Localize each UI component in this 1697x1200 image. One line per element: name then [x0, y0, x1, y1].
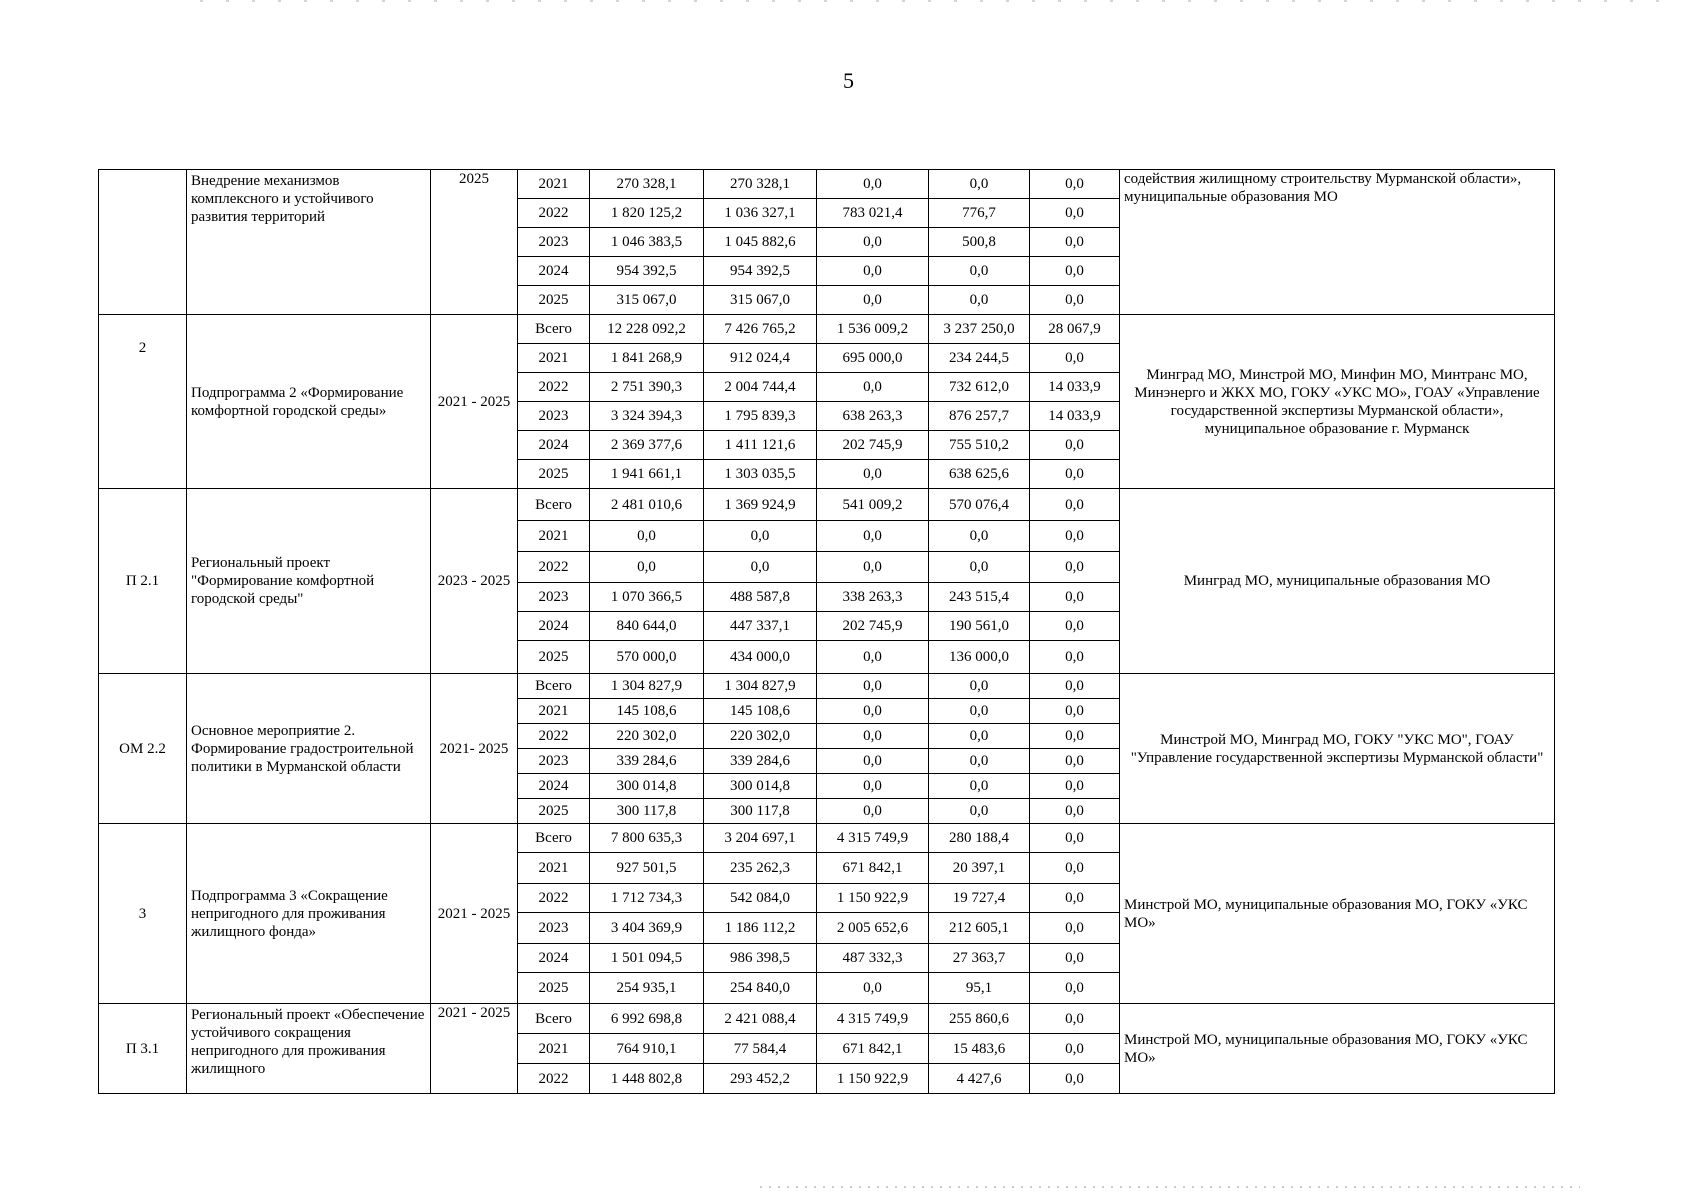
federal-budget-cell: 671 842,1 — [817, 1034, 929, 1064]
federal-budget-cell: 783 021,4 — [817, 199, 929, 228]
total-cell: 1 820 125,2 — [590, 199, 704, 228]
local-budget-cell: 876 257,7 — [929, 402, 1030, 431]
year-cell: 2021 — [518, 344, 590, 373]
item-number: П 3.1 — [99, 1004, 187, 1094]
year-cell: Всего — [518, 315, 590, 344]
regional-budget-cell: 986 398,5 — [704, 944, 817, 973]
regional-budget-cell: 77 584,4 — [704, 1034, 817, 1064]
federal-budget-cell: 0,0 — [817, 170, 929, 199]
total-cell: 1 046 383,5 — [590, 228, 704, 257]
item-period: 2021- 2025 — [431, 674, 518, 824]
year-cell: 2022 — [518, 373, 590, 402]
regional-budget-cell: 235 262,3 — [704, 853, 817, 884]
year-cell: Всего — [518, 674, 590, 699]
year-cell: 2023 — [518, 402, 590, 431]
extra-budget-cell: 14 033,9 — [1030, 373, 1120, 402]
table-row — [99, 1004, 1555, 1034]
item-executor: Минград МО, муниципальные образования МО — [1120, 489, 1555, 674]
year-cell: 2022 — [518, 724, 590, 749]
regional-budget-cell: 434 000,0 — [704, 641, 817, 674]
extra-budget-cell: 0,0 — [1030, 431, 1120, 460]
local-budget-cell: 27 363,7 — [929, 944, 1030, 973]
extra-budget-cell: 0,0 — [1030, 641, 1120, 674]
total-cell: 1 448 802,8 — [590, 1064, 704, 1094]
extra-budget-cell: 0,0 — [1030, 699, 1120, 724]
total-cell: 145 108,6 — [590, 699, 704, 724]
local-budget-cell: 776,7 — [929, 199, 1030, 228]
total-cell: 1 712 734,3 — [590, 884, 704, 913]
extra-budget-cell: 0,0 — [1030, 460, 1120, 489]
total-cell: 6 992 698,8 — [590, 1004, 704, 1034]
item-period: 2021 - 2025 — [431, 315, 518, 489]
year-cell: 2024 — [518, 431, 590, 460]
extra-budget-cell: 0,0 — [1030, 612, 1120, 641]
total-cell: 7 800 635,3 — [590, 824, 704, 853]
local-budget-cell: 3 237 250,0 — [929, 315, 1030, 344]
regional-budget-cell: 7 426 765,2 — [704, 315, 817, 344]
federal-budget-cell: 202 745,9 — [817, 431, 929, 460]
local-budget-cell: 0,0 — [929, 286, 1030, 315]
local-budget-cell: 0,0 — [929, 774, 1030, 799]
total-cell: 764 910,1 — [590, 1034, 704, 1064]
total-cell: 840 644,0 — [590, 612, 704, 641]
total-cell: 12 228 092,2 — [590, 315, 704, 344]
financing-table — [98, 169, 1555, 1094]
total-cell: 1 501 094,5 — [590, 944, 704, 973]
year-cell: 2024 — [518, 944, 590, 973]
year-cell: 2021 — [518, 853, 590, 884]
item-period: 2021 - 2025 — [431, 824, 518, 1004]
local-budget-cell: 234 244,5 — [929, 344, 1030, 373]
year-cell: 2024 — [518, 257, 590, 286]
year-cell: 2021 — [518, 699, 590, 724]
total-cell: 270 328,1 — [590, 170, 704, 199]
extra-budget-cell: 0,0 — [1030, 884, 1120, 913]
federal-budget-cell: 2 005 652,6 — [817, 913, 929, 944]
federal-budget-cell: 4 315 749,9 — [817, 824, 929, 853]
item-period: 2025 — [431, 170, 518, 315]
extra-budget-cell: 0,0 — [1030, 228, 1120, 257]
federal-budget-cell: 0,0 — [817, 552, 929, 583]
total-cell: 2 481 010,6 — [590, 489, 704, 521]
extra-budget-cell: 0,0 — [1030, 724, 1120, 749]
year-cell: 2023 — [518, 913, 590, 944]
item-executor: содействия жилищному строительству Мурманской области», муниципальные образования МО — [1120, 170, 1555, 315]
regional-budget-cell: 1 411 121,6 — [704, 431, 817, 460]
total-cell: 300 117,8 — [590, 799, 704, 824]
regional-budget-cell: 2 421 088,4 — [704, 1004, 817, 1034]
year-cell: 2023 — [518, 228, 590, 257]
extra-budget-cell: 0,0 — [1030, 799, 1120, 824]
extra-budget-cell: 0,0 — [1030, 774, 1120, 799]
federal-budget-cell: 0,0 — [817, 799, 929, 824]
year-cell: 2024 — [518, 612, 590, 641]
extra-budget-cell: 0,0 — [1030, 1004, 1120, 1034]
local-budget-cell: 95,1 — [929, 973, 1030, 1004]
scan-noise-top — [200, 0, 1667, 2]
local-budget-cell: 732 612,0 — [929, 373, 1030, 402]
year-cell: 2025 — [518, 460, 590, 489]
extra-budget-cell: 0,0 — [1030, 257, 1120, 286]
local-budget-cell: 0,0 — [929, 749, 1030, 774]
local-budget-cell: 0,0 — [929, 552, 1030, 583]
extra-budget-cell: 0,0 — [1030, 824, 1120, 853]
item-number: П 2.1 — [99, 489, 187, 674]
regional-budget-cell: 300 014,8 — [704, 774, 817, 799]
extra-budget-cell: 0,0 — [1030, 286, 1120, 315]
regional-budget-cell: 254 840,0 — [704, 973, 817, 1004]
item-period: 2023 - 2025 — [431, 489, 518, 674]
local-budget-cell: 0,0 — [929, 674, 1030, 699]
year-cell: 2025 — [518, 286, 590, 315]
item-name: Внедрение механизмов комплексного и устойчивого развития территорий — [187, 170, 431, 315]
regional-budget-cell: 954 392,5 — [704, 257, 817, 286]
local-budget-cell: 255 860,6 — [929, 1004, 1030, 1034]
local-budget-cell: 755 510,2 — [929, 431, 1030, 460]
year-cell: 2021 — [518, 1034, 590, 1064]
local-budget-cell: 190 561,0 — [929, 612, 1030, 641]
extra-budget-cell: 0,0 — [1030, 552, 1120, 583]
federal-budget-cell: 0,0 — [817, 460, 929, 489]
federal-budget-cell: 1 536 009,2 — [817, 315, 929, 344]
total-cell: 300 014,8 — [590, 774, 704, 799]
item-number: ОМ 2.2 — [99, 674, 187, 824]
local-budget-cell: 15 483,6 — [929, 1034, 1030, 1064]
extra-budget-cell: 0,0 — [1030, 944, 1120, 973]
local-budget-cell: 136 000,0 — [929, 641, 1030, 674]
item-executor: Минстрой МО, муниципальные образования МО, ГОКУ «УКС МО» — [1120, 824, 1555, 1004]
regional-budget-cell: 339 284,6 — [704, 749, 817, 774]
extra-budget-cell: 0,0 — [1030, 853, 1120, 884]
local-budget-cell: 0,0 — [929, 699, 1030, 724]
regional-budget-cell: 293 452,2 — [704, 1064, 817, 1094]
item-number: 3 — [99, 824, 187, 1004]
year-cell: 2025 — [518, 799, 590, 824]
item-number: 2 — [99, 315, 187, 489]
extra-budget-cell: 28 067,9 — [1030, 315, 1120, 344]
regional-budget-cell: 912 024,4 — [704, 344, 817, 373]
regional-budget-cell: 1 045 882,6 — [704, 228, 817, 257]
total-cell: 3 324 394,3 — [590, 402, 704, 431]
regional-budget-cell: 3 204 697,1 — [704, 824, 817, 853]
local-budget-cell: 500,8 — [929, 228, 1030, 257]
federal-budget-cell: 4 315 749,9 — [817, 1004, 929, 1034]
federal-budget-cell: 202 745,9 — [817, 612, 929, 641]
extra-budget-cell: 0,0 — [1030, 1064, 1120, 1094]
extra-budget-cell: 14 033,9 — [1030, 402, 1120, 431]
year-cell: 2025 — [518, 641, 590, 674]
federal-budget-cell: 0,0 — [817, 286, 929, 315]
federal-budget-cell: 695 000,0 — [817, 344, 929, 373]
local-budget-cell: 243 515,4 — [929, 583, 1030, 612]
federal-budget-cell: 0,0 — [817, 521, 929, 552]
extra-budget-cell: 0,0 — [1030, 199, 1120, 228]
local-budget-cell: 20 397,1 — [929, 853, 1030, 884]
local-budget-cell: 0,0 — [929, 170, 1030, 199]
total-cell: 0,0 — [590, 552, 704, 583]
regional-budget-cell: 1 304 827,9 — [704, 674, 817, 699]
federal-budget-cell: 0,0 — [817, 973, 929, 1004]
total-cell: 2 751 390,3 — [590, 373, 704, 402]
item-executor: Минград МО, Минстрой МО, Минфин МО, Минтранс МО, Минэнерго и ЖКХ МО, ГОКУ «УКС МО», ГОАУ «Управление государственной экспертизы Мурманской области», муниципальное образование г. Мурманск — [1120, 315, 1555, 489]
table-row — [99, 170, 1555, 199]
total-cell: 0,0 — [590, 521, 704, 552]
local-budget-cell: 212 605,1 — [929, 913, 1030, 944]
year-cell: 2023 — [518, 583, 590, 612]
year-cell: 2022 — [518, 884, 590, 913]
item-name: Региональный проект "Формирование комфортной городской среды" — [187, 489, 431, 674]
local-budget-cell: 4 427,6 — [929, 1064, 1030, 1094]
federal-budget-cell: 0,0 — [817, 699, 929, 724]
extra-budget-cell: 0,0 — [1030, 973, 1120, 1004]
item-executor: Минстрой МО, муниципальные образования МО, ГОКУ «УКС МО» — [1120, 1004, 1555, 1094]
total-cell: 927 501,5 — [590, 853, 704, 884]
regional-budget-cell: 0,0 — [704, 521, 817, 552]
year-cell: 2023 — [518, 749, 590, 774]
federal-budget-cell: 487 332,3 — [817, 944, 929, 973]
regional-budget-cell: 315 067,0 — [704, 286, 817, 315]
regional-budget-cell: 300 117,8 — [704, 799, 817, 824]
total-cell: 315 067,0 — [590, 286, 704, 315]
total-cell: 1 070 366,5 — [590, 583, 704, 612]
federal-budget-cell: 0,0 — [817, 724, 929, 749]
federal-budget-cell: 0,0 — [817, 257, 929, 286]
regional-budget-cell: 2 004 744,4 — [704, 373, 817, 402]
year-cell: 2022 — [518, 552, 590, 583]
federal-budget-cell: 0,0 — [817, 774, 929, 799]
federal-budget-cell: 338 263,3 — [817, 583, 929, 612]
item-name: Подпрограмма 2 «Формирование комфортной городской среды» — [187, 315, 431, 489]
scan-noise-bottom — [760, 1186, 1580, 1188]
federal-budget-cell: 0,0 — [817, 674, 929, 699]
extra-budget-cell: 0,0 — [1030, 1034, 1120, 1064]
federal-budget-cell: 0,0 — [817, 228, 929, 257]
total-cell: 3 404 369,9 — [590, 913, 704, 944]
total-cell: 339 284,6 — [590, 749, 704, 774]
total-cell: 220 302,0 — [590, 724, 704, 749]
total-cell: 254 935,1 — [590, 973, 704, 1004]
year-cell: 2021 — [518, 521, 590, 552]
extra-budget-cell: 0,0 — [1030, 674, 1120, 699]
regional-budget-cell: 145 108,6 — [704, 699, 817, 724]
local-budget-cell: 19 727,4 — [929, 884, 1030, 913]
item-name: Региональный проект «Обеспечение устойчивого сокращения непригодного для проживания жилищного — [187, 1004, 431, 1094]
local-budget-cell: 280 188,4 — [929, 824, 1030, 853]
federal-budget-cell: 1 150 922,9 — [817, 1064, 929, 1094]
table-row — [99, 315, 1555, 344]
regional-budget-cell: 542 084,0 — [704, 884, 817, 913]
regional-budget-cell: 1 186 112,2 — [704, 913, 817, 944]
extra-budget-cell: 0,0 — [1030, 913, 1120, 944]
local-budget-cell: 0,0 — [929, 724, 1030, 749]
total-cell: 1 941 661,1 — [590, 460, 704, 489]
total-cell: 1 841 268,9 — [590, 344, 704, 373]
item-name: Подпрограмма 3 «Сокращение непригодного для проживания жилищного фонда» — [187, 824, 431, 1004]
extra-budget-cell: 0,0 — [1030, 521, 1120, 552]
year-cell: Всего — [518, 489, 590, 521]
regional-budget-cell: 447 337,1 — [704, 612, 817, 641]
total-cell: 1 304 827,9 — [590, 674, 704, 699]
local-budget-cell: 0,0 — [929, 799, 1030, 824]
item-period: 2021 - 2025 — [431, 1004, 518, 1094]
table-row — [99, 489, 1555, 521]
year-cell: 2025 — [518, 973, 590, 1004]
item-executor: Минстрой МО, Минград МО, ГОКУ "УКС МО", ГОАУ "Управление государственной экспертизы Мурманской области" — [1120, 674, 1555, 824]
year-cell: 2022 — [518, 1064, 590, 1094]
table-row — [99, 824, 1555, 853]
regional-budget-cell: 270 328,1 — [704, 170, 817, 199]
federal-budget-cell: 638 263,3 — [817, 402, 929, 431]
regional-budget-cell: 1 303 035,5 — [704, 460, 817, 489]
extra-budget-cell: 0,0 — [1030, 170, 1120, 199]
regional-budget-cell: 1 795 839,3 — [704, 402, 817, 431]
regional-budget-cell: 1 036 327,1 — [704, 199, 817, 228]
federal-budget-cell: 1 150 922,9 — [817, 884, 929, 913]
local-budget-cell: 570 076,4 — [929, 489, 1030, 521]
item-number — [99, 170, 187, 315]
item-name: Основное мероприятие 2. Формирование градостроительной политики в Мурманской области — [187, 674, 431, 824]
federal-budget-cell: 541 009,2 — [817, 489, 929, 521]
federal-budget-cell: 0,0 — [817, 641, 929, 674]
extra-budget-cell: 0,0 — [1030, 583, 1120, 612]
year-cell: 2021 — [518, 170, 590, 199]
year-cell: 2022 — [518, 199, 590, 228]
federal-budget-cell: 671 842,1 — [817, 853, 929, 884]
federal-budget-cell: 0,0 — [817, 749, 929, 774]
total-cell: 2 369 377,6 — [590, 431, 704, 460]
table-row — [99, 674, 1555, 699]
year-cell: 2024 — [518, 774, 590, 799]
page-number: 5 — [843, 68, 854, 93]
local-budget-cell: 638 625,6 — [929, 460, 1030, 489]
total-cell: 954 392,5 — [590, 257, 704, 286]
regional-budget-cell: 220 302,0 — [704, 724, 817, 749]
regional-budget-cell: 488 587,8 — [704, 583, 817, 612]
federal-budget-cell: 0,0 — [817, 373, 929, 402]
year-cell: Всего — [518, 824, 590, 853]
regional-budget-cell: 0,0 — [704, 552, 817, 583]
total-cell: 570 000,0 — [590, 641, 704, 674]
local-budget-cell: 0,0 — [929, 257, 1030, 286]
extra-budget-cell: 0,0 — [1030, 344, 1120, 373]
extra-budget-cell: 0,0 — [1030, 749, 1120, 774]
regional-budget-cell: 1 369 924,9 — [704, 489, 817, 521]
extra-budget-cell: 0,0 — [1030, 489, 1120, 521]
local-budget-cell: 0,0 — [929, 521, 1030, 552]
year-cell: Всего — [518, 1004, 590, 1034]
